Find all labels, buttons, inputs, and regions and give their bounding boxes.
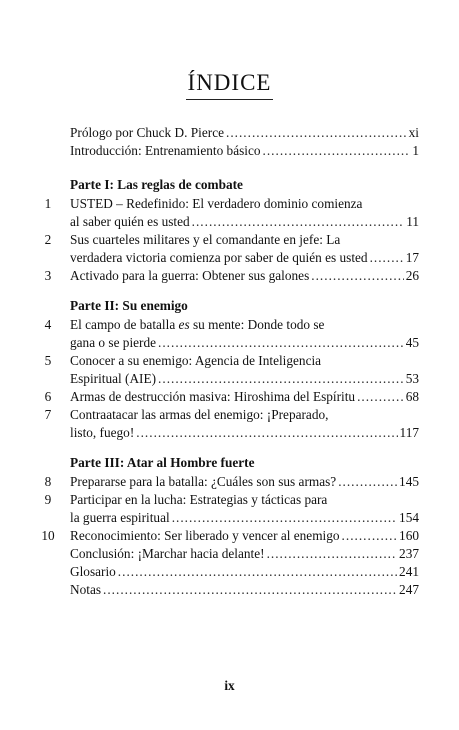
toc-entry-prologue (70, 124, 419, 142)
table-of-contents (41, 124, 419, 599)
chapter-title-line1: Participar en la lucha: Estrategias y tácticas para (70, 492, 328, 507)
part-heading-2: Parte II: Su enemigo (70, 298, 188, 313)
chapter-1-cont (70, 213, 419, 231)
entry-page: 11 (406, 214, 419, 229)
chapter-2 (44, 231, 419, 249)
dot-leader (338, 473, 397, 491)
chapter-number: 2 (44, 232, 52, 247)
dot-leader (172, 509, 397, 527)
chapter-7-cont (70, 424, 419, 442)
dot-leader (158, 334, 404, 352)
entry-page: 154 (399, 510, 419, 525)
chapter-6 (44, 388, 419, 406)
chapter-2-cont (70, 249, 419, 267)
chapter-title-line2: gana o se pierde (70, 335, 157, 350)
entry-page: 117 (399, 425, 419, 440)
chapter-number: 8 (44, 474, 52, 489)
entry-title: Notas (70, 582, 102, 597)
dot-leader (136, 424, 397, 442)
entry-page: 160 (399, 528, 419, 543)
chapter-number: 3 (44, 268, 52, 283)
chapter-title-line1: Activado para la guerra: Obtener sus galones (70, 268, 310, 283)
chapter-title-line1: USTED – Redefinido: El verdadero dominio comienza (70, 196, 363, 211)
chapter-9 (44, 491, 419, 509)
chapter-5-cont (70, 370, 419, 388)
entry-page: 237 (399, 546, 419, 561)
entry-page: 45 (405, 335, 419, 350)
part-heading-1: Parte I: Las reglas de combate (70, 177, 243, 192)
dot-leader (118, 563, 397, 581)
toc-entry-conclusion (70, 545, 419, 563)
page-number: ix (224, 678, 235, 693)
chapter-number: 10 (41, 528, 55, 543)
chapter-number: 5 (44, 353, 52, 368)
part-heading-3: Parte III: Atar al Hombre fuerte (70, 455, 255, 470)
dot-leader (103, 581, 397, 599)
chapter-8 (44, 473, 419, 491)
chapter-9-cont (70, 509, 419, 527)
toc-entry-glossary (70, 563, 419, 581)
chapter-title-line1: Contraatacar las armas del enemigo: ¡Preparado, (70, 407, 329, 422)
dot-leader (192, 213, 405, 231)
chapter-title-line2: al saber quién es usted (70, 214, 190, 229)
dot-leader (226, 124, 407, 142)
chapter-title-line1: Conocer a su enemigo: Agencia de Inteligencia (70, 353, 322, 368)
chapter-number: 4 (44, 317, 52, 332)
chapter-number: 6 (44, 389, 52, 404)
dot-leader (158, 370, 404, 388)
entry-page: 68 (405, 389, 419, 404)
entry-title: Glosario (70, 564, 116, 579)
entry-page: 247 (399, 582, 419, 597)
entry-page: 17 (405, 250, 419, 265)
toc-entry-notes (70, 581, 419, 599)
chapter-number: 9 (44, 492, 52, 507)
entry-page: 145 (399, 474, 419, 489)
entry-title: Introducción: Entrenamiento básico (70, 143, 261, 158)
page-title-text: ÍNDICE (186, 70, 274, 100)
chapter-title-emphasis: es (178, 317, 190, 332)
dot-leader (311, 267, 403, 285)
chapter-title-line2: listo, fuego! (70, 425, 135, 440)
chapter-title-line1-b: su mente: Donde todo se (189, 317, 325, 332)
entry-page: 26 (405, 268, 419, 283)
chapter-10 (41, 527, 419, 545)
toc-entry-introduction (70, 142, 419, 160)
page-title (0, 70, 459, 100)
dot-leader (342, 527, 398, 545)
chapter-title-line1-a: El campo de batalla (70, 317, 179, 332)
dot-leader (357, 388, 404, 406)
chapter-title-line1: Armas de destrucción masiva: Hiroshima del Espíritu (70, 389, 356, 404)
chapter-4-cont (70, 334, 419, 352)
dot-leader (263, 142, 411, 160)
chapter-title-line2: verdadera victoria comienza por saber de quién es usted (70, 250, 368, 265)
chapter-number: 7 (44, 407, 52, 422)
chapter-1 (44, 195, 419, 213)
entry-page: xi (408, 125, 419, 140)
chapter-7 (44, 406, 419, 424)
entry-page: 241 (399, 564, 419, 579)
entry-page: 53 (405, 371, 419, 386)
chapter-number: 1 (44, 196, 52, 211)
entry-title: Conclusión: ¡Marchar hacia delante! (70, 546, 265, 561)
entry-page: 1 (412, 143, 419, 158)
dot-leader (370, 249, 404, 267)
chapter-3 (44, 267, 419, 285)
chapter-title-line1: Reconocimiento: Ser liberado y vencer al enemigo (70, 528, 340, 543)
chapter-5 (44, 352, 419, 370)
chapter-title-line2: la guerra espiritual (70, 510, 170, 525)
chapter-title-line1: Sus cuarteles militares y el comandante en jefe: La (70, 232, 341, 247)
chapter-title-line1: Prepararse para la batalla: ¿Cuáles son sus armas? (70, 474, 337, 489)
chapter-title-line2: Espiritual (AIE) (70, 371, 157, 386)
dot-leader (267, 545, 397, 563)
entry-title: Prólogo por Chuck D. Pierce (70, 125, 224, 140)
chapter-4 (44, 316, 419, 334)
